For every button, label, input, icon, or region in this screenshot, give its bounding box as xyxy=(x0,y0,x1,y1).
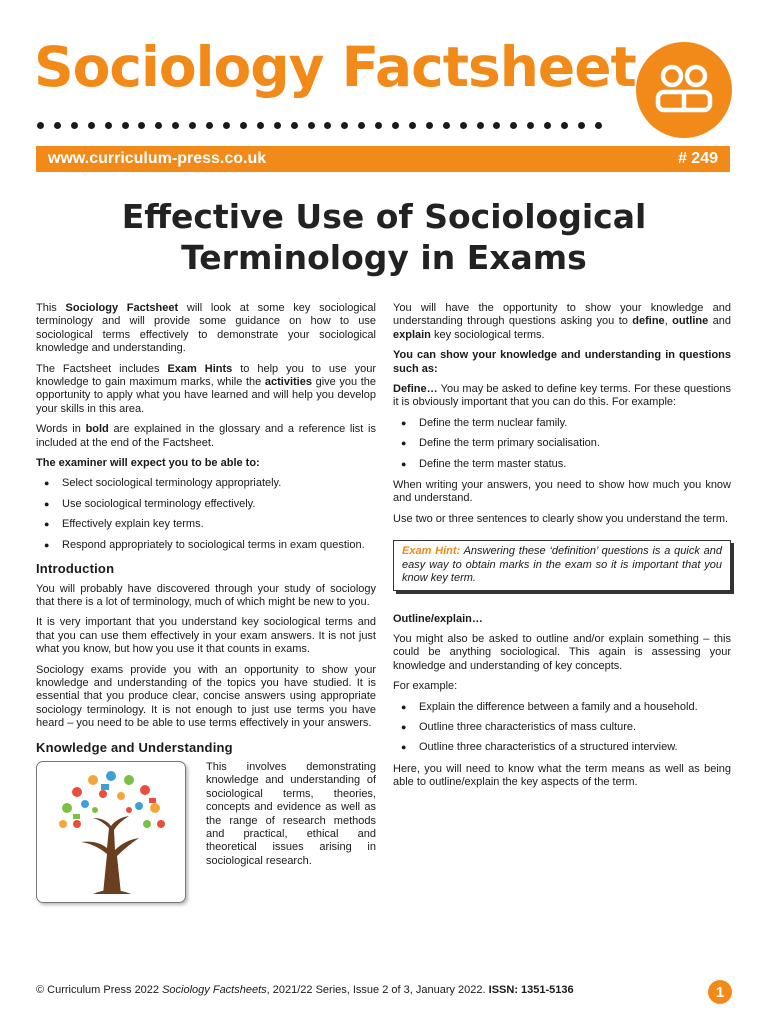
page-title xyxy=(0,196,768,278)
divider-dot xyxy=(223,122,230,129)
exam-hint-text: Answering these ‘definition’ questions is a quick and easy way to obtain marks in the exam so it is important that you know key term. xyxy=(402,545,722,585)
title-line: Terminology in Exams xyxy=(181,238,587,277)
dotted-divider xyxy=(37,120,602,130)
title-line: Effective Use of Sociological xyxy=(121,197,647,236)
divider-dot xyxy=(291,122,298,129)
brand-title: Sociology Factsheet xyxy=(34,35,636,99)
divider-dot xyxy=(54,122,61,129)
outline-heading: Outline/explain… xyxy=(393,612,483,625)
divider-dot xyxy=(493,122,500,129)
body-paragraph: You might also be asked to outline and/or explain something – this could be anything sociological. This again is assessing your knowledge and understanding of key concepts. xyxy=(393,632,731,672)
divider-dot xyxy=(138,122,145,129)
footer: © Curriculum Press 2022 Sociology Factsheets, 2021/22 Series, Issue 2 of 3, January 2022. ISSN: 1351-5136 xyxy=(36,984,574,996)
list-item: ● Respond appropriately to sociological terms in exam question. xyxy=(36,539,376,552)
list-item: ● Explain the difference between a family and a household. xyxy=(393,701,731,714)
divider-dot xyxy=(206,122,213,129)
list-item: ● Use sociological terminology effectively. xyxy=(36,498,376,511)
divider-dot xyxy=(105,122,112,129)
body-paragraph: You will have the opportunity to show your knowledge and understanding through questions asking you to define, outline and explain key sociological terms. xyxy=(393,302,731,341)
tree-illustration xyxy=(36,761,186,903)
body-paragraph: You will probably have discovered through your study of sociology that there is a lot of terminology, much of which might be new to you. xyxy=(36,582,376,608)
divider-dot xyxy=(375,122,382,129)
show-heading: You can show your knowledge and understanding in questions such as: xyxy=(393,349,731,375)
body-paragraph: Use two or three sentences to clearly show you understand the term. xyxy=(393,512,729,525)
divider-dot xyxy=(122,122,129,129)
define-paragraph: Define… You may be asked to define key terms. For these questions it is obviously important that you can do this. For example: xyxy=(393,383,731,409)
list-item: ● Select sociological terminology appropriately. xyxy=(36,477,376,490)
list-item: ● Define the term primary socialisation. xyxy=(393,437,731,450)
divider-dot xyxy=(409,122,416,129)
section-heading-knowledge: Knowledge and Understanding xyxy=(36,739,233,755)
divider-dot xyxy=(544,122,551,129)
intro-paragraph: The Factsheet includes Exam Hints to help you to use your knowledge to gain maximum marks, while the activities give you the opportunity to apply what you have learned and will help you develop your skills in this area. xyxy=(36,362,377,415)
divider-dot xyxy=(443,122,450,129)
left-column xyxy=(36,302,376,875)
list-item: ● Effectively explain key terms. xyxy=(36,518,376,531)
divider-dot xyxy=(595,122,602,129)
divider-dot xyxy=(189,122,196,129)
divider-dot xyxy=(155,122,162,129)
divider-dot xyxy=(274,122,281,129)
divider-dot xyxy=(71,122,78,129)
exam-hint-label: Exam Hint: xyxy=(402,545,461,558)
list-item: ● Define the term master status. xyxy=(393,458,731,471)
intro-paragraph: This Sociology Factsheet will look at some key sociological terminology and will provide some guidance on how to use sociological terms effectively to demonstrate your sociological knowledge and understanding. xyxy=(36,302,376,355)
divider-dot xyxy=(257,122,264,129)
knowledge-paragraph: This involves demonstrating knowledge and understanding of sociological terms, theories, concepts and evidence as well as the range of research methods and practical, ethical and theoretical issues arising in sociological research. xyxy=(206,760,376,867)
page-number: 1 xyxy=(708,980,732,1004)
list-item: ● Outline three characteristics of mass culture. xyxy=(393,721,731,734)
define-list xyxy=(393,417,731,471)
divider-dot xyxy=(88,122,95,129)
divider-dot xyxy=(308,122,315,129)
examiner-heading: The examiner will expect you to be able to: xyxy=(36,457,260,470)
divider-dot xyxy=(324,122,331,129)
divider-dot xyxy=(561,122,568,129)
url-bar xyxy=(36,146,730,172)
list-item: ● Define the term nuclear family. xyxy=(393,417,731,430)
body-paragraph: It is very important that you understand key sociological terms and that you can use them effectively in your exam answers. It is not just what you know, but how you use it that counts in exams. xyxy=(36,616,376,656)
website-link[interactable]: www.curriculum-press.co.uk xyxy=(48,150,267,167)
divider-dot xyxy=(578,122,585,129)
divider-dot xyxy=(426,122,433,129)
divider-dot xyxy=(477,122,484,129)
divider-dot xyxy=(510,122,517,129)
divider-dot xyxy=(358,122,365,129)
divider-dot xyxy=(172,122,179,129)
body-paragraph: Sociology exams provide you with an opportunity to show your knowledge and understanding of the topics you have studied. It is essential that you produce clear, concise answers using appropriate sociology terminology. It is not enough to just use terms you have heard – you need to be able to use terms effectively in your answers. xyxy=(36,663,376,730)
section-heading-introduction: Introduction xyxy=(36,561,115,577)
outline-list xyxy=(393,701,731,755)
people-icon xyxy=(636,42,732,138)
divider-dot xyxy=(341,122,348,129)
knowledge-section xyxy=(36,761,376,868)
intro-paragraph: Words in bold are explained in the glossary and a reference list is included at the end of the Factsheet. xyxy=(36,423,376,449)
divider-dot xyxy=(240,122,247,129)
body-paragraph: When writing your answers, you need to show how much you know and understand. xyxy=(393,479,731,505)
exam-hint-box xyxy=(393,540,731,590)
list-item: ● Outline three characteristics of a structured interview. xyxy=(393,741,731,754)
body-paragraph: For example: xyxy=(393,680,458,693)
body-paragraph: Here, you will need to know what the term means as well as being able to outline/explain the key aspects of the term. xyxy=(393,762,731,789)
divider-dot xyxy=(460,122,467,129)
divider-dot xyxy=(37,122,44,129)
issue-number: # 249 xyxy=(677,150,718,167)
divider-dot xyxy=(392,122,399,129)
divider-dot xyxy=(527,122,534,129)
right-column xyxy=(393,302,731,797)
examiner-list xyxy=(36,477,376,552)
